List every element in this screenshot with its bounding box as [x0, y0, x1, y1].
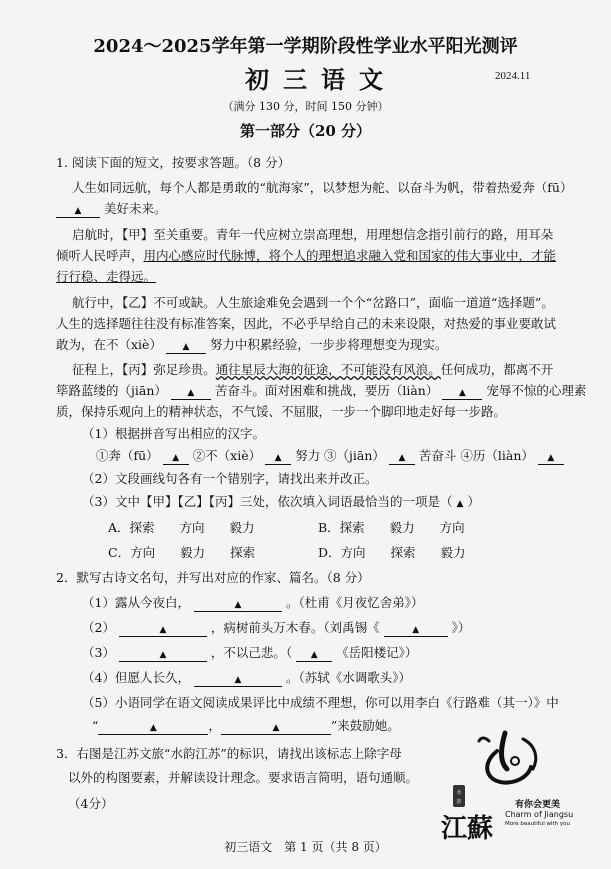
triangle-marker: ▲	[182, 342, 190, 352]
triangle-marker: ▲	[456, 499, 464, 509]
q2-l5-tail: ”来鼓励她。	[330, 718, 400, 733]
q2-l3-source: 《岳阳楼记》）	[336, 645, 418, 660]
q2-l5-comma: ，	[208, 718, 221, 733]
wavy-underlined-sentence: 通往星辰大海的征途，不可能没有风浪。	[215, 362, 441, 377]
underlined-sentence: 用内心感应时代脉博，将个人的理想追求融入党和国家的伟大事业中，才能	[143, 248, 557, 263]
q2-l3-num: （3）	[82, 645, 115, 660]
page-footer: 初三语文 第 1 页（共 8 页）	[224, 840, 387, 854]
subject-title: 初三语文	[245, 65, 397, 94]
q1-sub3-close: ）	[467, 494, 480, 509]
q1-para1-line2	[56, 199, 167, 218]
q2-l2-close: 》）	[451, 620, 471, 635]
logo-calligraphy: 江蘇	[441, 814, 494, 844]
q1-para3-line3	[56, 335, 447, 354]
q3-line1: 3．右图是江苏文旅“水韵江苏”的标识，请找出该标志上除字母	[56, 746, 402, 761]
answer-blank[interactable]	[389, 450, 415, 465]
answer-blank[interactable]	[296, 647, 332, 662]
triangle-marker: ▲	[172, 453, 180, 463]
exam-title: 2024～2025学年第一学期阶段性学业水平阳光测评	[93, 36, 518, 57]
q1-para4-line1	[72, 360, 553, 378]
answer-blank[interactable]	[384, 622, 448, 637]
answer-blank[interactable]	[119, 622, 207, 637]
seal-char-2: 韵	[456, 799, 462, 805]
triangle-marker: ▲	[458, 388, 466, 398]
underlined-sentence-end: 行行稳、走得远。	[56, 269, 157, 284]
answer-blank[interactable]	[171, 385, 211, 400]
pinyin-jian-lead: 筚路蓝缕的（jiān）	[56, 383, 167, 398]
q1-para4-start: 征程上，【丙】弥足珍贵。	[72, 362, 216, 377]
q1-sub3-text: （3）文中【甲】【乙】【丙】三处，依次填入词语最恰当的一项是（	[82, 494, 453, 509]
q2-l2-num: （2）	[82, 620, 115, 635]
q2-l1-text: （1）露从今夜白，	[82, 595, 190, 610]
triangle-marker: ▲	[159, 650, 167, 660]
q2-line4	[82, 668, 411, 687]
q1-para1-line1: 人生如同远航，每个人都是勇敢的“航海家”，以梦想为舵、以奋斗为帆，带着热爱奔（fū）	[72, 180, 573, 195]
answer-blank[interactable]	[194, 672, 282, 687]
triangle-marker: ▲	[74, 206, 82, 216]
q2-line1	[82, 593, 423, 612]
q1-sub2: （2）文段画线句各有一个错别字，请找出来并改正。	[82, 471, 378, 486]
answer-blank[interactable]	[119, 647, 207, 662]
triangle-marker: ▲	[187, 388, 195, 398]
logo-english-sub: More beautiful with you	[505, 821, 571, 827]
brush-stroke	[479, 738, 489, 741]
logo-slogan: 有你会更美	[515, 800, 561, 810]
brush-stroke	[502, 733, 508, 769]
q1-para2-line2	[56, 246, 556, 264]
q2-line2	[82, 618, 470, 637]
seal-char-1: 水	[456, 790, 462, 796]
triangle-marker: ▲	[398, 453, 406, 463]
answer-blank[interactable]	[538, 450, 564, 465]
swirl-dot	[511, 757, 519, 765]
triangle-marker: ▲	[412, 625, 420, 635]
q1-para2-line1: 启航时，【甲】至关重要。青年一代应树立崇高理想，用理想信念指引前行的路，用耳朵	[72, 227, 554, 242]
triangle-marker: ▲	[149, 723, 157, 733]
q2-intro: 2．默写古诗文名句，并写出对应的作家、篇名。（8 分）	[56, 570, 370, 585]
answer-blank[interactable]	[98, 720, 208, 735]
q1-sub1: （1）根据拼音写出相应的汉字。	[82, 426, 265, 441]
triangle-marker: ▲	[310, 650, 318, 660]
answer-blank[interactable]	[265, 450, 291, 465]
answer-blank[interactable]	[56, 203, 100, 218]
q1-sub1-items	[96, 446, 564, 465]
item-fu: ①奔（fū）	[96, 448, 159, 463]
triangle-marker: ▲	[547, 453, 555, 463]
q2-l5-open: “	[92, 718, 99, 733]
brush-stroke	[523, 739, 536, 769]
q1-para3-line1: 航行中，【乙】不可或缺。人生旅途难免会遇到一个个“岔路口”，面临一道道“选择题”。	[72, 295, 554, 310]
item-lian: 苦奋斗 ④历（liàn）	[418, 448, 534, 463]
q2-l3-text: ，不以己悲。（	[210, 645, 293, 660]
q2-l4-text: （4）但愿人长久，	[82, 670, 190, 685]
pinyin-xie-lead: 敢为，在不（xiè）	[56, 337, 162, 352]
q2-line3	[82, 643, 417, 662]
q1-para4-line3: 质，保持乐观向上的精神状态，不气馁、不屈服，一步一个脚印地走好每一步路。	[56, 404, 507, 419]
q3-line2: 以外的构图要素，并解读设计理念。要求语言简明，语句通顺。	[68, 770, 419, 785]
item-jian: 努力 ③（jiān）	[295, 448, 385, 463]
logo-english: Charm of Jiangsu	[505, 810, 574, 819]
part-heading: 第一部分（20 分）	[239, 122, 372, 140]
q1-para1-tail: 美好未来。	[103, 201, 167, 216]
answer-blank[interactable]	[194, 597, 282, 612]
option-d[interactable]: D．方向 探索 毅力	[318, 545, 466, 560]
triangle-marker: ▲	[234, 675, 242, 685]
q1-intro: 1. 阅读下面的短文，按要求答题。（8 分）	[56, 155, 291, 170]
item-xie: ②不（xiè）	[192, 448, 262, 463]
option-b[interactable]: B．探索 毅力 方向	[318, 520, 465, 535]
option-c[interactable]: C．方向 毅力 探索	[108, 545, 256, 560]
q1-para3-tail: 努力中积累经验，一步步将理想变为现实。	[209, 337, 448, 352]
q1-sub3	[82, 492, 480, 510]
q2-l4-source: 。（苏轼《水调歌头》）	[285, 670, 411, 685]
triangle-marker: ▲	[159, 625, 167, 635]
q1-para4-mid: 任何成功，都离不开	[440, 362, 554, 377]
logo-graphic	[435, 725, 585, 845]
q2-line5: （5）小语同学在语文阅读成果评比中成绩不理想，你可以用李白《行路难（其一）》中	[82, 695, 559, 710]
q1-para4-line2	[56, 381, 586, 400]
option-a[interactable]: A．探索 方向 毅力	[108, 520, 255, 535]
answer-blank[interactable]	[163, 450, 189, 465]
q1-para2-plain: 倾听人民呼声，	[56, 248, 144, 263]
q2-l2-text: ，病树前头万木春。（刘禹锡《	[210, 620, 380, 635]
score-info: （满分 130 分，时间 150 分钟）	[222, 100, 389, 113]
jiangsu-logo	[435, 725, 585, 845]
triangle-marker: ▲	[274, 453, 282, 463]
answer-blank[interactable]	[442, 385, 482, 400]
q2-l1-source: 。（杜甫《月夜忆舍弟》）	[285, 595, 424, 610]
brush-stroke	[487, 751, 531, 783]
q1-para3-line2: 人生的选择题往往没有标准答案，因此，不必乎早给自己的未来设限，对热爱的事业要敢试	[56, 316, 557, 331]
q3-line3: （4分）	[68, 796, 114, 811]
q2-line5-cont	[92, 716, 400, 735]
answer-blank[interactable]	[166, 339, 206, 354]
exam-date: 2024.11	[495, 70, 531, 82]
triangle-marker: ▲	[272, 723, 280, 733]
q1-para4-tail: 宠辱不惊的心理素	[486, 383, 587, 398]
answer-blank[interactable]	[221, 720, 331, 735]
pinyin-lian-lead: 苦奋斗。面对困难和挑战，要历（liàn）	[214, 383, 439, 398]
triangle-marker: ▲	[234, 600, 242, 610]
